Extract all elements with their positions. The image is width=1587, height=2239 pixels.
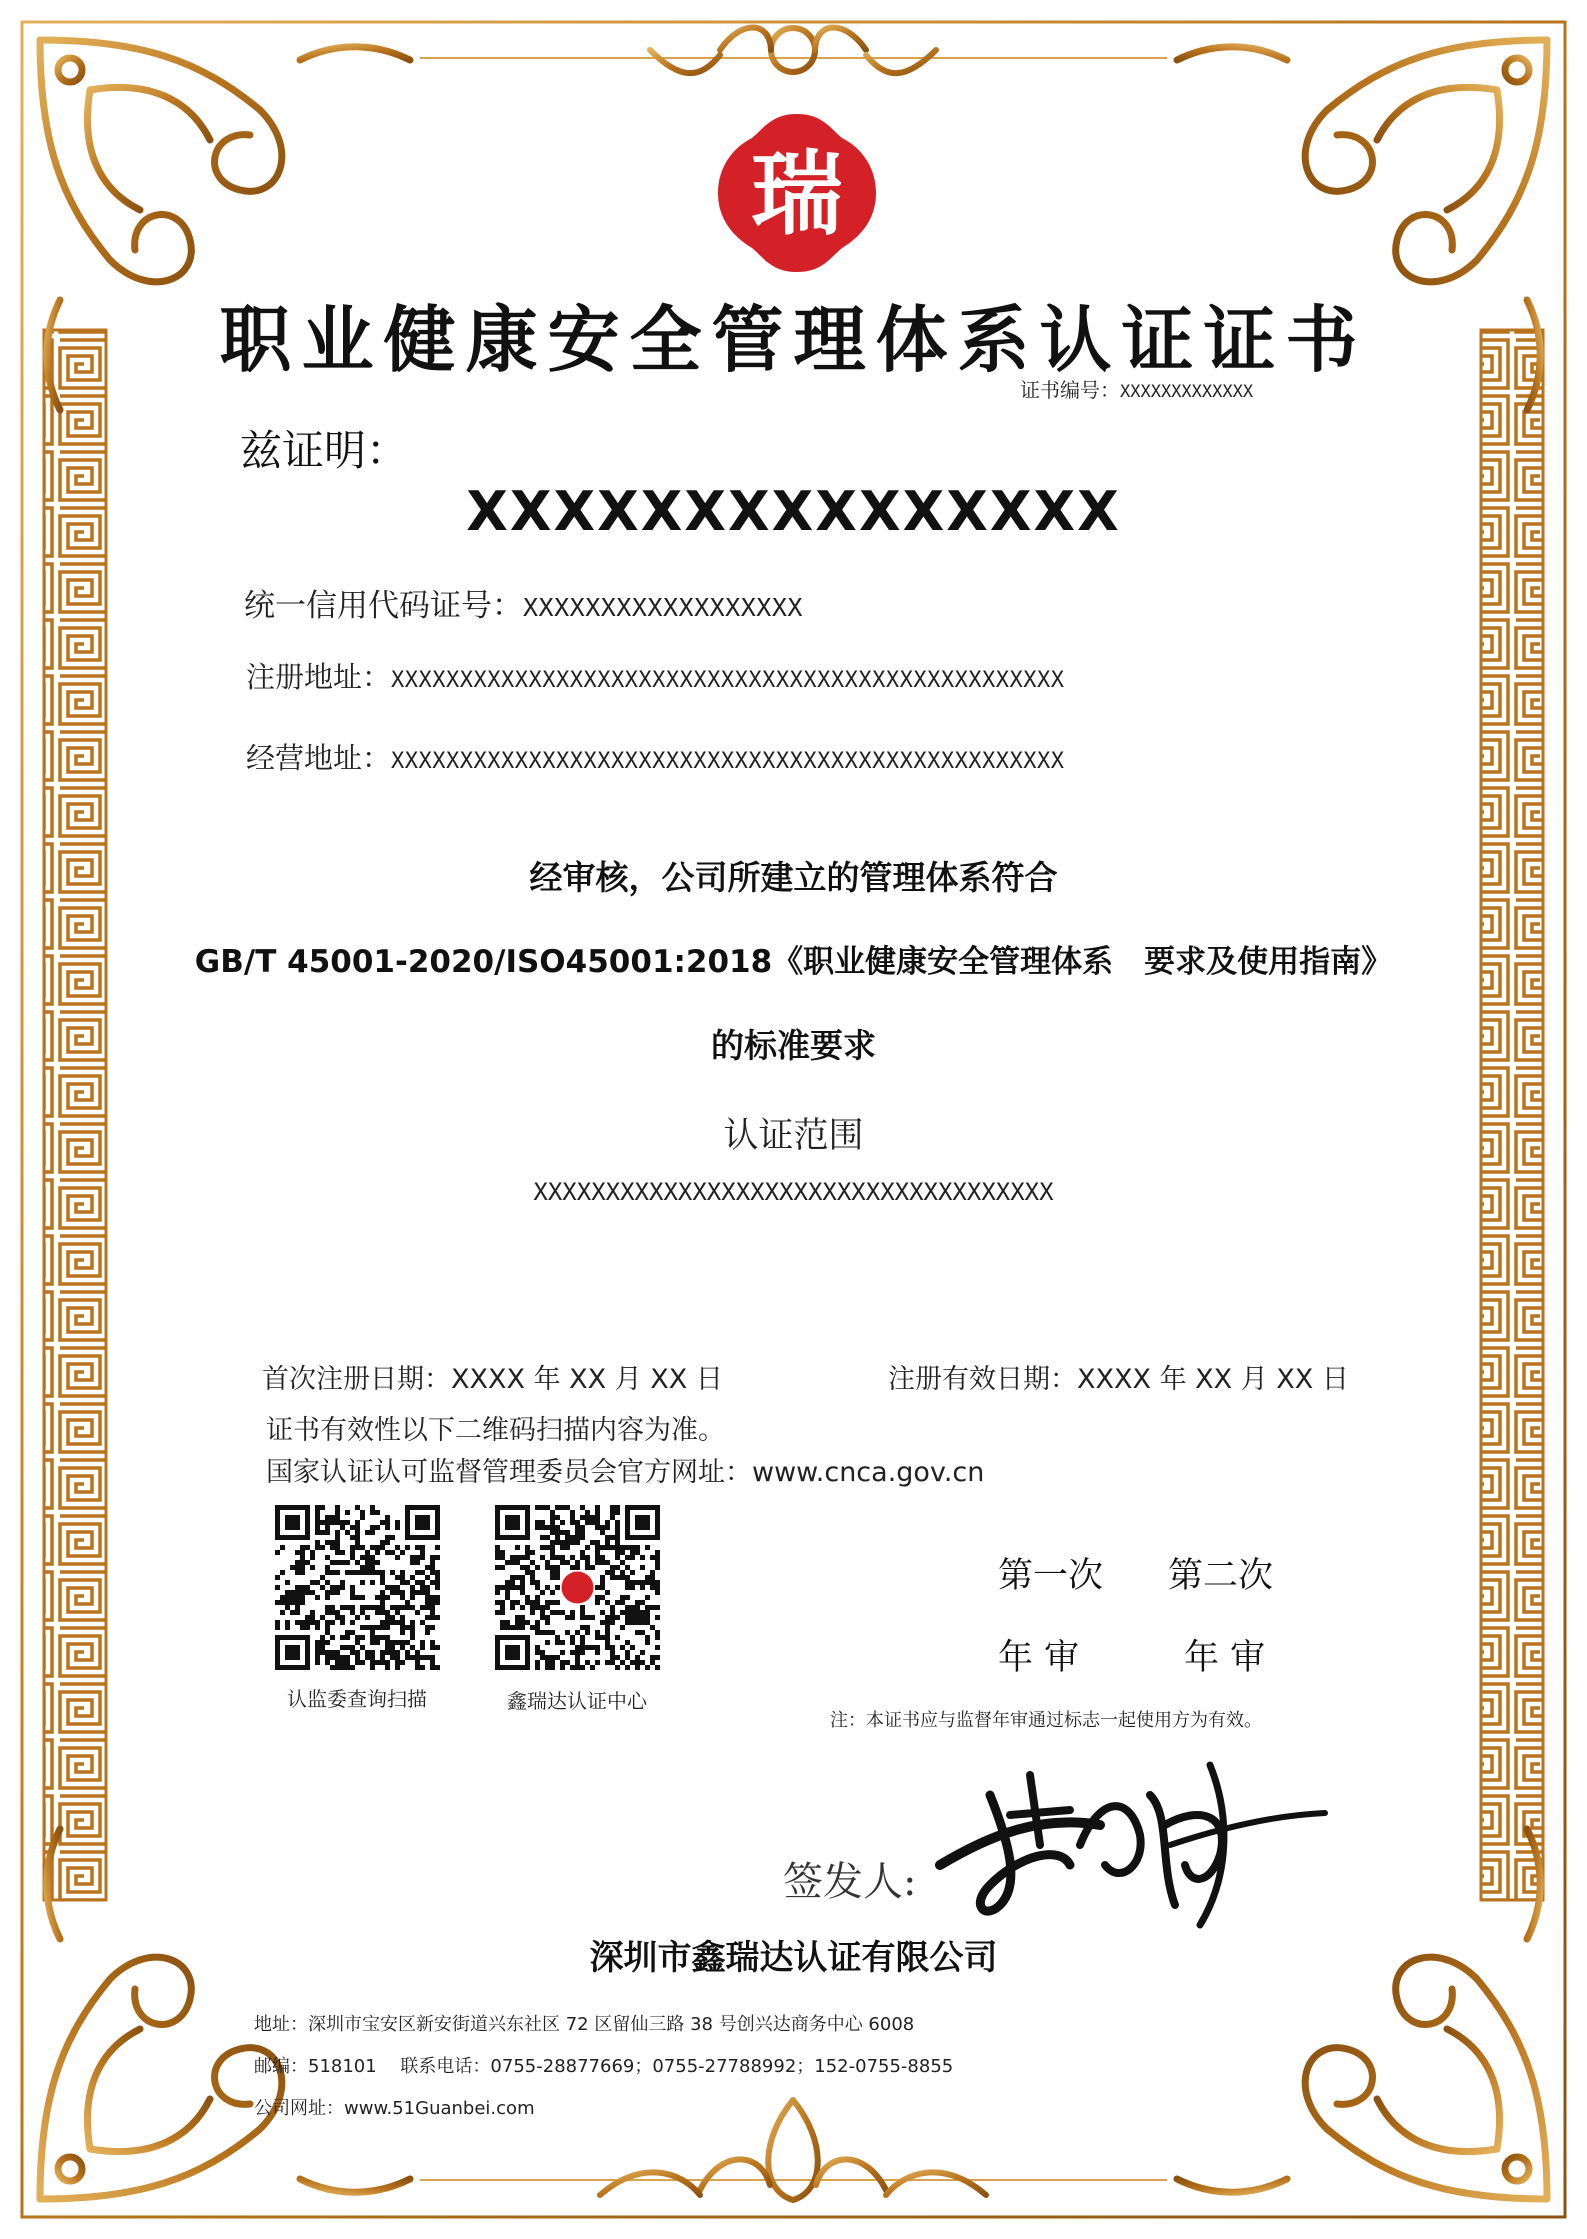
qr1-caption: 认监委查询扫描 [287,1687,427,1711]
second-audit-label: 第二次 [1168,1556,1274,1596]
credit-code-label: 统一信用代码证号： [244,588,523,624]
credit-code-row [244,580,803,625]
operating-address-row [246,736,1065,777]
certificate-number-value: XXXXXXXXXXXXX [1120,382,1254,402]
signature [930,1755,1330,1935]
registered-address-value: XXXXXXXXXXXXXXXXXXXXXXXXXXXXXXXXXXXXXXXXXXXXXXXXX [391,668,1065,693]
first-audit-label: 第一次 [998,1556,1104,1596]
validity-note: 证书有效性以下二维码扫描内容为准。 [266,1415,725,1446]
registered-address-label: 注册地址： [246,660,392,694]
first-registration-date: 首次注册日期：XXXX 年 XX 月 XX 日 [262,1364,723,1395]
hereby-certify: 兹证明： [240,426,409,475]
certificate-number [1020,374,1253,403]
scope-value: XXXXXXXXXXXXXXXXXXXXXXXXXXXXXXXXXXXX [533,1178,1054,1206]
operating-address-value: XXXXXXXXXXXXXXXXXXXXXXXXXXXXXXXXXXXXXXXXXXXXXXXXX [391,749,1065,774]
footer-contact: 邮编：518101 联系电话：0755-28877669；0755-27788992；152-0755-8855 [254,2056,954,2077]
scope-title: 认证范围 [723,1116,864,1156]
first-annual-review: 年 审 [998,1638,1080,1678]
statement-standard: GB/T 45001-2020/ISO45001:2018《职业健康安全管理体系 要求及使用指南》 [194,944,1393,980]
statement-line-1: 经审核，公司所建立的管理体系符合 [529,858,1058,897]
credit-code-value: XXXXXXXXXXXXXXXXXX [523,593,803,622]
statement-line-3: 的标准要求 [711,1026,876,1065]
certificate-number-label: 证书编号： [1020,378,1120,402]
company-name: XXXXXXXXXXXXXXX [466,480,1121,543]
qr2-caption: 鑫瑞达认证中心 [507,1689,647,1713]
valid-until-date: 注册有效日期：XXXX 年 XX 月 XX 日 [888,1364,1349,1395]
operating-address-label: 经营地址： [246,741,392,775]
qr-code-company[interactable] [495,1505,660,1670]
footer-website[interactable]: 公司网址：www.51Guanbei.com [254,2098,535,2119]
qr-code-cnca[interactable] [275,1505,440,1670]
cnca-website-note: 国家认证认可监督管理委员会官方网址：www.cnca.gov.cn [266,1457,985,1488]
audit-note: 注：本证书应与监督年审通过标志一起使用方为有效。 [830,1710,1262,1731]
signer-label: 签发人: [783,1859,917,1905]
registered-address-row [246,655,1065,696]
issuing-company: 深圳市鑫瑞达认证有限公司 [589,1938,998,1978]
second-annual-review: 年 审 [1184,1638,1266,1678]
certificate-title: 职业健康安全管理体系认证证书 [219,297,1368,382]
seal-glyph: 瑞 [750,140,844,248]
seal-logo [712,108,882,278]
footer-address: 地址：深圳市宝安区新安街道兴东社区 72 区留仙三路 38 号创兴达商务中心 6008 [254,2014,915,2035]
